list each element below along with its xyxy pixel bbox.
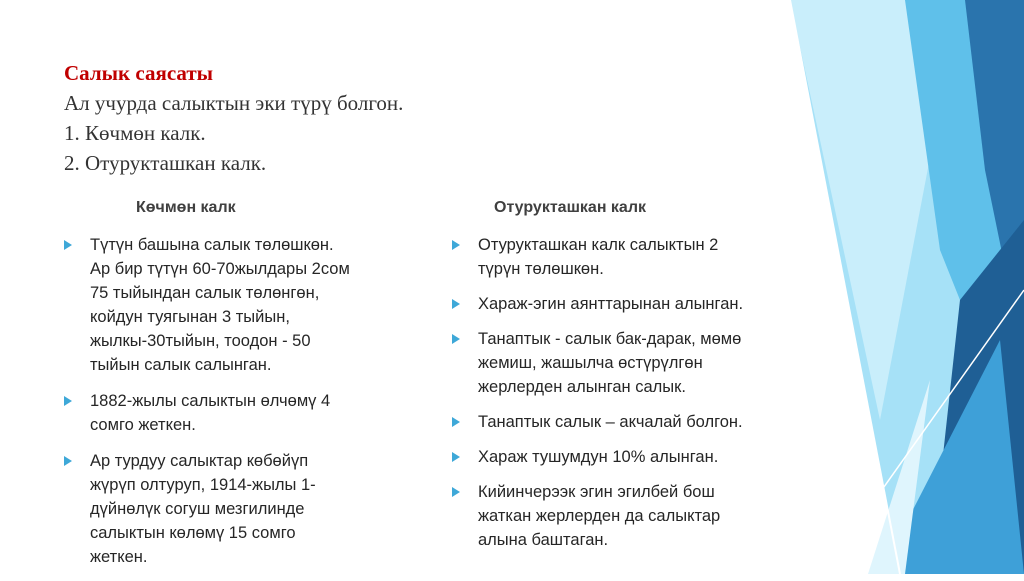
bullet-arrow-icon [452, 334, 460, 344]
bullet-arrow-icon [64, 396, 72, 406]
bullet-arrow-icon [64, 240, 72, 250]
bullet-arrow-icon [452, 417, 460, 427]
list-item [64, 233, 404, 377]
left-column [64, 233, 404, 581]
bullet-arrow-icon [452, 240, 460, 250]
title-line-1: Ал учурда салыктын эки түрү болгон. [64, 91, 404, 115]
list-item-text: Хараж-эгин аянттарынан алынган. [478, 295, 744, 313]
left-bullet-list [64, 233, 404, 569]
list-item [452, 445, 792, 469]
list-item-text: Хараж тушумдун 10% алынган. [478, 448, 719, 466]
title-line-3: 2. Отурукташкан калк. [64, 151, 267, 175]
list-item [452, 233, 792, 281]
title-line-2: 1. Көчмөн калк. [64, 121, 206, 145]
slide-title-block [64, 58, 403, 178]
left-column-header: Көчмөн калк [136, 199, 236, 216]
list-item-text: Кийинчерээк эгин эгилбей бош жаткан жерлерден да салыктар алына баштаган. [478, 483, 721, 549]
list-item [452, 292, 792, 316]
slide-title: Салык саясаты [64, 61, 214, 85]
right-column-header: Отурукташкан калк [494, 199, 646, 216]
bullet-arrow-icon [64, 456, 72, 466]
list-item-text: Ар турдуу салыктар көбөйүп жүрүп олтуруп, 1914-жылы 1- дүйнөлүк согуш мезгилинде салыктын көлөмү 15 сомго жеткен. [90, 452, 316, 566]
list-item [64, 449, 404, 569]
list-item [64, 389, 404, 437]
bullet-arrow-icon [452, 299, 460, 309]
bullet-arrow-icon [452, 487, 460, 497]
list-item-text: Отурукташкан калк салыктын 2 түрүн төлөшкөн. [478, 236, 719, 278]
list-item-text: 1882-жылы салыктын өлчөмү 4 сомго жеткен. [90, 392, 331, 434]
list-item-text: Танаптык салык – акчалай болгон. [478, 413, 743, 431]
right-column [452, 233, 792, 563]
list-item [452, 410, 792, 434]
list-item-text: Танаптык - салык бак-дарак, мөмө жемиш, жашылча өстүрүлгөн жерлерден алынган салык. [478, 330, 742, 396]
right-bullet-list [452, 233, 792, 552]
list-item-text: Түтүн башына салык төлөшкөн. Ар бир түтүн 60-70жылдары 2сом 75 тыйындан салык төлөнгөн, койдун туягынан 3 тыйын, жылкы-30тыйын, тоодон - 50 тыйын салык салынган. [90, 236, 350, 374]
list-item [452, 327, 792, 399]
bullet-arrow-icon [452, 452, 460, 462]
list-item [452, 480, 792, 552]
